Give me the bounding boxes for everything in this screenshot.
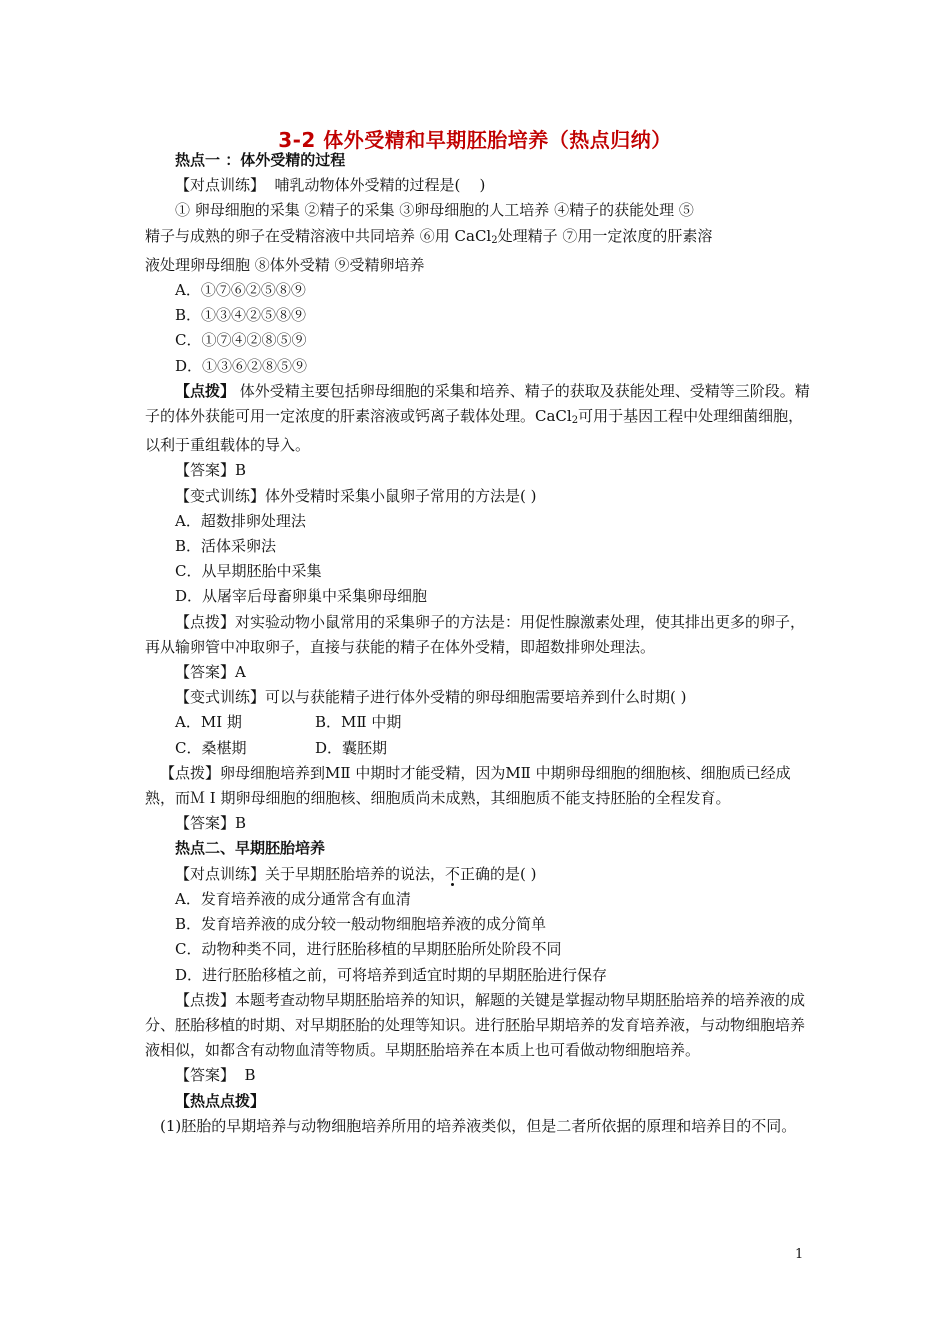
question-1-items — [145, 198, 810, 278]
question-1-label: 【对点训练】 — [175, 176, 266, 195]
question-1-text: 哺乳动物体外受精的过程是( ) — [265, 176, 486, 195]
question-1-items-line: 精子与成熟的卵子在受精溶液中共同培养 ⑥用 CaCl — [145, 226, 492, 245]
page-number: 1 — [795, 1247, 804, 1262]
option: C．从早期胚胎中采集 — [175, 562, 322, 581]
question-2-hint: 【点拨】对实验动物小鼠常用的采集卵子的方法是：用促性腺激素处理，使其排出更多的卵子，再从输卵管中冲取卵子，直接与获能的精子在体外受精，即超数排卵处理法。 — [145, 612, 806, 656]
option: B．MⅡ 中期 — [315, 713, 402, 732]
subscript: 2 — [491, 234, 498, 246]
subscript: 2 — [571, 415, 579, 427]
question-1-stem — [145, 173, 810, 198]
tips-heading: 【热点点拨】 — [175, 1091, 266, 1110]
question-2-answer: 【答案】A — [175, 663, 246, 682]
option: A．MⅠ 期 — [175, 713, 242, 732]
document-title: 3-2 体外受精和早期胚胎培养（热点归纳） — [278, 128, 672, 152]
option-row — [145, 736, 810, 761]
question-4-stem — [145, 862, 810, 887]
question-2-stem: 【变式训练】体外受精时采集小鼠卵子常用的方法是( ) — [175, 486, 537, 505]
question-4-text: 正确的是( ) — [460, 864, 537, 883]
option: D．囊胚期 — [315, 738, 388, 757]
question-1-items-line: ① 卵母细胞的采集 ②精子的采集 ③卵母细胞的人工培养 ④精子的获能处理 ⑤ — [175, 201, 694, 220]
document-body — [145, 148, 810, 1139]
emphasis-dot-char: 不 — [445, 864, 461, 883]
hint-label: 【点拨】 — [175, 381, 236, 400]
question-1-hint — [145, 379, 810, 459]
question-3-answer: 【答案】B — [175, 814, 247, 833]
question-4-text: 【对点训练】关于早期胚胎培养的说法， — [175, 864, 446, 883]
option: D．从屠宰后母畜卵巢中采集卵母细胞 — [175, 587, 428, 606]
option: A．①⑦⑥②⑤⑧⑨ — [175, 281, 306, 300]
question-1-items-line: 液处理卵母细胞 ⑧体外受精 ⑨受精卵培养 — [145, 255, 425, 274]
question-4-hint: 【点拨】本题考查动物早期胚胎培养的知识，解题的关键是掌握动物早期胚胎培养的培养液的成分、胚胎移植的时期、对早期胚胎的处理等知识。进行胚胎早期培养的发育培养液，与动物细胞培养液相似，如都含有动物血清等物质。早期胚胎培养在本质上也可看做动物细胞培养。 — [145, 990, 806, 1060]
question-3-stem: 【变式训练】可以与获能精子进行体外受精的卵母细胞需要培养到什么时期( ) — [175, 688, 687, 707]
option: A．超数排卵处理法 — [175, 511, 306, 530]
section-heading-2: 热点二、早期胚胎培养 — [175, 839, 326, 858]
option-row — [145, 710, 810, 735]
question-1-items-line: 处理精子 ⑦用一定浓度的肝素溶 — [497, 226, 713, 245]
option: A．发育培养液的成分通常含有血清 — [175, 889, 411, 908]
option: C．①⑦④②⑧⑤⑨ — [175, 331, 307, 350]
option: D．①③⑥②⑧⑤⑨ — [175, 356, 308, 375]
option: B．活体采卵法 — [175, 537, 277, 556]
section-heading-1: 热点一 ：体外受精的过程 — [175, 151, 346, 169]
option: B．发育培养液的成分较一般动物细胞培养液的成分简单 — [175, 915, 547, 934]
option: C．动物种类不同，进行胚胎移植的早期胚胎所处阶段不同 — [175, 940, 562, 959]
hint-text: 可用于基因工程中处理细菌细胞，以利于重组载体的导入。 — [145, 407, 804, 455]
hint-text: 体外受精主要包括卵母细胞的采集和培养、精子的获取及获能处理、受精等三阶段。精子的体外获能可用一定浓度的肝素溶液或钙离子载体处理。CaCl — [145, 381, 810, 426]
question-1-answer: 【答案】B — [175, 461, 247, 480]
option: B．①③④②⑤⑧⑨ — [175, 306, 307, 325]
option: C．桑椹期 — [175, 738, 247, 757]
question-4-answer: 【答案】 B — [175, 1066, 256, 1085]
tips-item-1: (1)胚胎的早期培养与动物细胞培养所用的培养液类似，但是二者所依据的原理和培养目的不同。 — [160, 1116, 797, 1135]
option: D．进行胚胎移植之前，可将培养到适宜时期的早期胚胎进行保存 — [175, 965, 608, 984]
question-3-hint: 【点拨】卵母细胞培养到MⅡ 中期时才能受精，因为MⅡ 中期卵母细胞的细胞核、细胞质已经成熟，而Ｍ Ⅰ 期卵母细胞的细胞核、细胞质尚未成熟，其细胞质不能支持胚胎的全程发育。 — [145, 763, 791, 808]
